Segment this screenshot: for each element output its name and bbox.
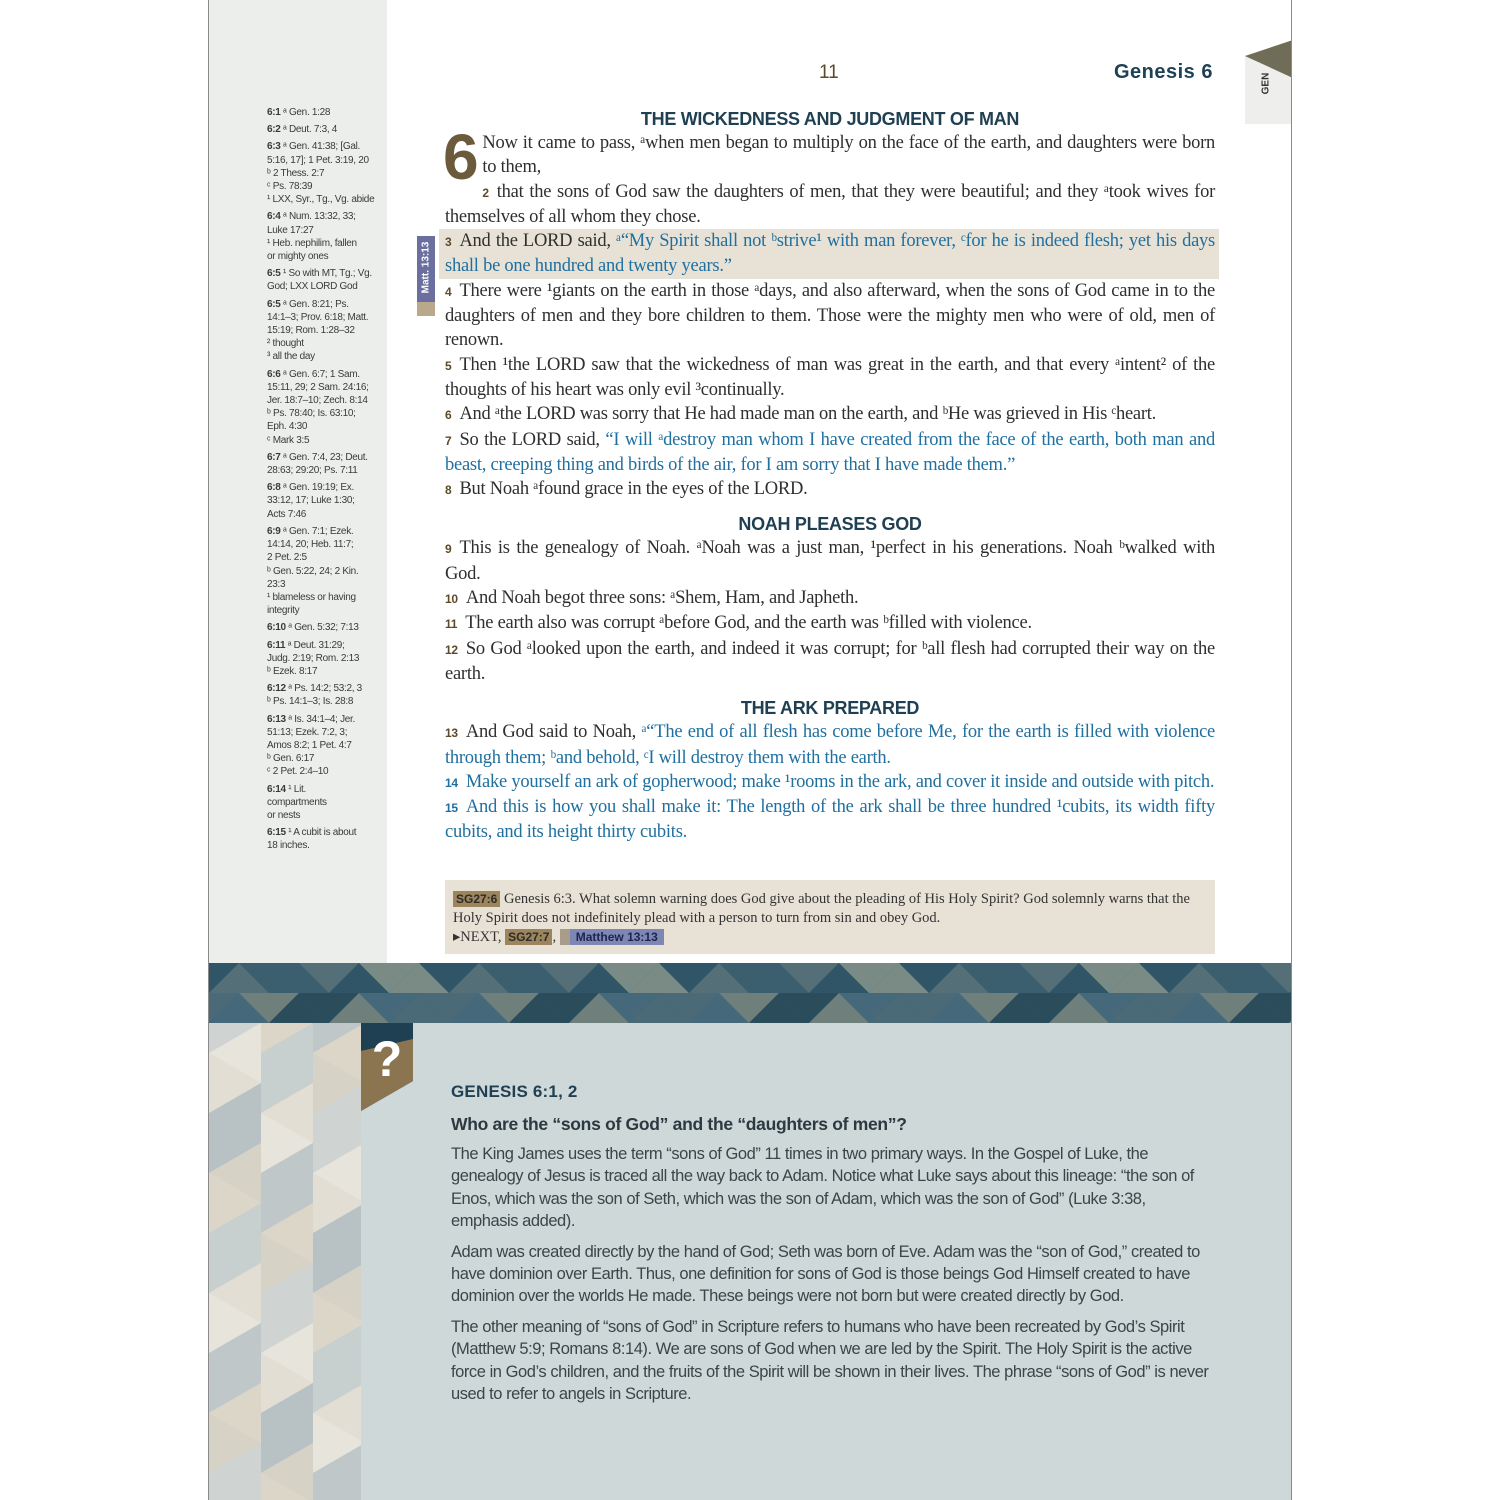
- verse-3[interactable]: [439, 229, 1219, 279]
- answer-paragraph: The King James uses the term “sons of God” 11 times in two primary ways. In the Gospel of Luke, the genealogy of Jesus is traced all the way back to Adam. Notice what Luke says about this lineage: “the son of Enos, which was the son of Seth, which was the son of Adam, which was the son of God” (Luke 3:38, emphasis added).: [451, 1145, 1194, 1231]
- study-guide-text: Genesis 6:3. What solemn warning does God give about the pleading of His Holy Spirit? God solemnly warns that the Holy Spirit does not indefinitely plead with a person to turn from sin and obey God.: [453, 891, 1190, 926]
- note-line: God; LXX LORD God: [267, 281, 358, 293]
- note-entry: [267, 451, 379, 477]
- note-ref[interactable]: 6:7: [267, 451, 284, 463]
- note-ref[interactable]: 6:3: [267, 141, 284, 153]
- note-ref[interactable]: 6:14: [267, 783, 289, 795]
- verse-text: Now it came to pass, ᵃwhen men began to multiply on the face of the earth, and daughters were born to them,: [482, 133, 1215, 178]
- decorative-pattern-side: [209, 1023, 361, 1500]
- verse-1: [443, 121, 1215, 193]
- note-entry: [267, 826, 379, 852]
- verse-number: 6: [445, 408, 452, 423]
- note-line: Luke 17:27: [267, 224, 314, 236]
- verse-5: [445, 353, 1215, 403]
- verse-15: [445, 795, 1215, 845]
- note-entry: [267, 298, 379, 364]
- note-line: ᶜ Mark 3:5: [267, 434, 310, 446]
- question-reference: GENESIS 6:1, 2: [451, 1082, 578, 1101]
- verse-text: that the sons of God saw the daughters of men, that they were beautiful; and they ᵃtook wives for themselves of all whom they chose.: [445, 181, 1215, 227]
- verse-number: 3: [445, 235, 452, 250]
- verse-text: And God said to Noah,: [465, 722, 642, 743]
- bible-page: [208, 0, 1292, 1500]
- answer-paragraph: The other meaning of “sons of God” in Scripture refers to humans who have been recreated by God’s Spirit (Matthew 5:9; Romans 8:14). We are sons of God when we are led by the Spirit. The Holy Spirit is the active force in God’s children, and the fruits of the Spirit will be shown in their lives. The phrase “sons of God” is never used to refer to angels in Scripture.: [451, 1317, 1209, 1404]
- note-line: integrity: [267, 605, 300, 617]
- note-line: 6:7 ᵃ Gen. 7:4, 23; Deut.: [267, 451, 368, 463]
- study-guide-chip[interactable]: SG27:6: [453, 891, 500, 907]
- note-line: ᵇ 2 Thess. 2:7: [267, 167, 325, 179]
- verse-11: [445, 611, 1215, 636]
- note-line: 5:16, 17]; 1 Pet. 3:19, 20: [267, 154, 369, 166]
- note-entry: [267, 621, 379, 634]
- verse-13: [445, 720, 1215, 770]
- note-line: 14:14, 20; Heb. 11:7;: [267, 539, 354, 551]
- verse-number: 9: [445, 542, 452, 557]
- note-line: ᵇ Gen. 5:22, 24; 2 Kin.: [267, 565, 359, 577]
- note-line: 6:1 ᵃ Gen. 1:28: [267, 107, 331, 118]
- note-line: 6:12 ᵃ Ps. 14:2; 53:2, 3: [267, 683, 362, 695]
- note-line: 6:2 ᵃ Deut. 7:3, 4: [267, 124, 338, 136]
- note-entry: [267, 123, 379, 136]
- verse-text: But Noah ᵃfound grace in the eyes of the LORD.: [459, 479, 808, 500]
- verse-9: [445, 536, 1215, 586]
- note-entry: [267, 106, 379, 119]
- note-entry: [267, 783, 379, 823]
- note-line: ᵇ Ezek. 8:17: [267, 665, 318, 677]
- verse-14: [445, 770, 1215, 795]
- verse-number: 15: [445, 801, 458, 816]
- note-line: compartments: [267, 796, 327, 808]
- next-arrow-icon: ▸: [453, 929, 461, 945]
- verse-words-of-god: “I will ᵃdestroy man whom I have created from the face of the earth, both man and beast, creeping thing and birds of the air, for I am sorry that I have made them.”: [445, 429, 1215, 475]
- note-ref[interactable]: 6:4: [267, 211, 284, 223]
- verse-number: 4: [445, 284, 452, 299]
- verse-text: And Noah begot three sons: ᵃShem, Ham, and Japheth.: [465, 588, 859, 609]
- note-line: ᶜ 2 Pet. 2:4–10: [267, 766, 329, 778]
- running-head: Genesis 6: [1113, 61, 1213, 83]
- verse-number: 7: [445, 433, 452, 448]
- verse-number: 13: [445, 726, 458, 741]
- verse-text: This is the genealogy of Noah. ᵃNoah was a just man, ¹perfect in his generations. Noah ᵇwalked with God.: [445, 538, 1215, 584]
- next-label: NEXT,: [460, 929, 502, 945]
- note-line: 6:13 ᵃ Is. 34:1–4; Jer.: [267, 713, 355, 725]
- verse-6: [445, 402, 1215, 427]
- section-heading: NOAH PLEASES GOD: [738, 514, 922, 535]
- verse-text: So the LORD said,: [459, 429, 606, 450]
- verse-text: And the LORD said,: [459, 231, 617, 252]
- verse-text: The earth also was corrupt ᵃbefore God, and the earth was ᵇfilled with violence.: [465, 613, 1032, 634]
- question-content: [451, 1082, 1211, 1405]
- note-ref[interactable]: 6:5: [267, 268, 284, 280]
- verse-text: Make yourself an ark of gopherwood; make ¹rooms in the ark, and cover it inside and outside with pitch.: [465, 771, 1215, 792]
- question-badge-glyph: ?: [371, 1031, 403, 1087]
- note-line: ¹ LXX, Syr., Tg., Vg. abide: [267, 194, 375, 206]
- scripture-text: [445, 103, 1215, 845]
- note-line: 6:3 ᵃ Gen. 41:38; [Gal.: [267, 141, 361, 153]
- note-ref[interactable]: 6:1: [267, 107, 284, 118]
- note-line: Acts 7:46: [267, 508, 306, 520]
- xref-tab-marker: [417, 302, 435, 316]
- next-study-guide-link[interactable]: SG27:7: [505, 929, 552, 945]
- note-entry: [267, 481, 379, 521]
- note-line: 15:19; Rom. 1:28–32: [267, 325, 355, 337]
- cross-reference-link[interactable]: Matthew 13:13: [560, 929, 664, 945]
- note-entry: [267, 682, 379, 708]
- chapter-number: 6: [443, 121, 479, 193]
- note-ref[interactable]: 6:8: [267, 482, 284, 494]
- book-tab-label: GEN: [1260, 72, 1272, 95]
- section-heading: THE ARK PREPARED: [740, 698, 920, 719]
- note-ref[interactable]: 6:11: [267, 639, 288, 651]
- section-heading: THE WICKEDNESS AND JUDGMENT OF MAN: [640, 109, 1020, 129]
- page-number: 11: [819, 62, 839, 83]
- note-line: 33:12, 17; Luke 1:30;: [267, 495, 355, 507]
- verse-text: And ᵃthe LORD was sorry that He had made man on the earth, and ᵇHe was grieved in His ᶜheart.: [459, 404, 1157, 425]
- study-guide-box: [445, 880, 1215, 954]
- note-line: ³ all the day: [267, 351, 315, 363]
- verse-12: [445, 637, 1215, 687]
- note-entry: [267, 639, 379, 679]
- note-entry: [267, 210, 379, 263]
- note-line: Jer. 18:7–10; Zech. 8:14: [267, 395, 368, 407]
- note-line: 6:5 ᵃ Gen. 8:21; Ps.: [267, 298, 349, 310]
- verse-text: There were ¹giants on the earth in those ᵃdays, and also afterward, when the sons of God came in to the daughters of men and they bore children to them. Those were the mighty men who were of old, men of renown.: [445, 280, 1215, 351]
- note-line: 28:63; 29:20; Ps. 7:11: [267, 465, 358, 477]
- note-line: 15:11, 29; 2 Sam. 24:16;: [267, 381, 369, 393]
- note-line: Amos 8:2; 1 Pet. 4:7: [267, 739, 352, 751]
- note-line: or mighty ones: [267, 251, 329, 263]
- verse-number: 11: [445, 617, 458, 632]
- note-entry: [267, 140, 379, 206]
- xref-tab-label: Matt. 13:13: [420, 241, 432, 294]
- note-line: Eph. 4:30: [267, 421, 308, 433]
- note-line: 51:13; Ezek. 7:2, 3;: [267, 726, 348, 738]
- note-ref[interactable]: 6:15: [267, 827, 289, 839]
- note-line: 6:6 ᵃ Gen. 6:7; 1 Sam.: [267, 368, 360, 380]
- verse-2: [445, 180, 1215, 230]
- note-line: 18 inches.: [267, 840, 310, 852]
- note-line: 6:10 ᵃ Gen. 5:32; 7:13: [267, 622, 359, 634]
- verse-words-of-god: ᵃ“The end of all flesh has come before Me, for the earth is filled with violence through them; ᵇand behold, ᶜI will destroy them with the earth.: [445, 722, 1216, 768]
- note-line: 6:11 ᵃ Deut. 31:29;: [267, 639, 345, 651]
- note-line: 6:14 ¹ Lit.: [267, 783, 306, 795]
- note-line: Judg. 2:19; Rom. 2:13: [267, 652, 360, 664]
- note-line: ¹ Heb. nephilim, fallen: [267, 237, 357, 249]
- verse-number: 12: [445, 642, 458, 657]
- question-title: Who are the “sons of God” and the “daughters of men”?: [451, 1114, 907, 1134]
- verse-7: [445, 428, 1215, 478]
- note-line: 6:8 ᵃ Gen. 19:19; Ex.: [267, 482, 354, 494]
- note-line: 14:1–3; Prov. 6:18; Matt.: [267, 311, 369, 323]
- verse-4: [445, 279, 1215, 353]
- notes-column: [209, 0, 387, 963]
- verse-number: 10: [445, 592, 458, 607]
- verse-10: [445, 586, 1215, 611]
- answer-paragraph: Adam was created directly by the hand of God; Seth was born of Eve. Adam was the “son of God,” created to have dominion over Earth. Thus, one definition for sons of God is those beings God Himself created to have dominion over the worlds He made. These beings were not born but were created directly by God.: [451, 1242, 1200, 1306]
- note-line: 6:15 ¹ A cubit is about: [267, 827, 357, 839]
- note-line: 23:3: [267, 578, 286, 590]
- note-ref[interactable]: 6:9: [267, 525, 284, 537]
- note-line: or nests: [267, 809, 301, 821]
- note-entry: [267, 368, 379, 447]
- note-line: ¹ blameless or having: [267, 591, 356, 603]
- decorative-pattern-band: [209, 963, 1292, 1023]
- note-ref[interactable]: 6:6: [267, 368, 284, 380]
- verse-number: 8: [445, 483, 452, 498]
- verse-text: Then ¹the LORD saw that the wickedness of man was great in the earth, and that every ᵃintent² of the thoughts of his heart was only evil ³continually.: [445, 354, 1215, 400]
- note-line: 6:4 ᵃ Num. 13:32, 33;: [267, 211, 356, 223]
- note-ref[interactable]: 6:2: [267, 124, 284, 136]
- note-line: ᵇ Ps. 78:40; Is. 63:10;: [267, 408, 356, 420]
- note-ref[interactable]: 6:5: [267, 298, 284, 310]
- verse-8: [445, 477, 1215, 502]
- verse-number: 14: [445, 775, 458, 790]
- note-ref[interactable]: 6:13: [267, 713, 289, 725]
- verse-number: 2: [482, 185, 489, 200]
- note-entry: [267, 525, 379, 617]
- note-line: ᵇ Ps. 14:1–3; Is. 28:8: [267, 696, 354, 708]
- verse-text: And this is how you shall make it: The length of the ark shall be three hundred ¹cubits, its width fifty cubits, and its height thirty cubits.: [445, 797, 1215, 843]
- verse-number: 5: [445, 358, 452, 373]
- note-entry: [267, 713, 379, 779]
- note-line: 6:9 ᵃ Gen. 7:1; Ezek.: [267, 525, 354, 537]
- note-line: ² thought: [267, 338, 304, 350]
- note-entry: [267, 267, 379, 293]
- cross-reference-notes: [267, 106, 379, 857]
- note-line: 6:5 ¹ So with MT, Tg.; Vg.: [267, 268, 372, 280]
- verse-text: So God ᵃlooked upon the earth, and indeed it was corrupt; for ᵇall flesh had corrupted their way on the earth.: [445, 638, 1215, 684]
- separator-comma: ,: [552, 929, 557, 945]
- note-ref[interactable]: 6:12: [267, 683, 289, 695]
- note-line: ᵇ Gen. 6:17: [267, 753, 315, 765]
- verse-words-of-god: ᵃ“My Spirit shall not ᵇstrive¹ with man forever, ᶜfor he is indeed flesh; yet his days shall be one hundred and twenty years.”: [445, 231, 1215, 277]
- note-ref[interactable]: 6:10: [267, 622, 289, 634]
- note-line: 2 Pet. 2:5: [267, 552, 307, 564]
- note-line: ᶜ Ps. 78:39: [267, 181, 313, 193]
